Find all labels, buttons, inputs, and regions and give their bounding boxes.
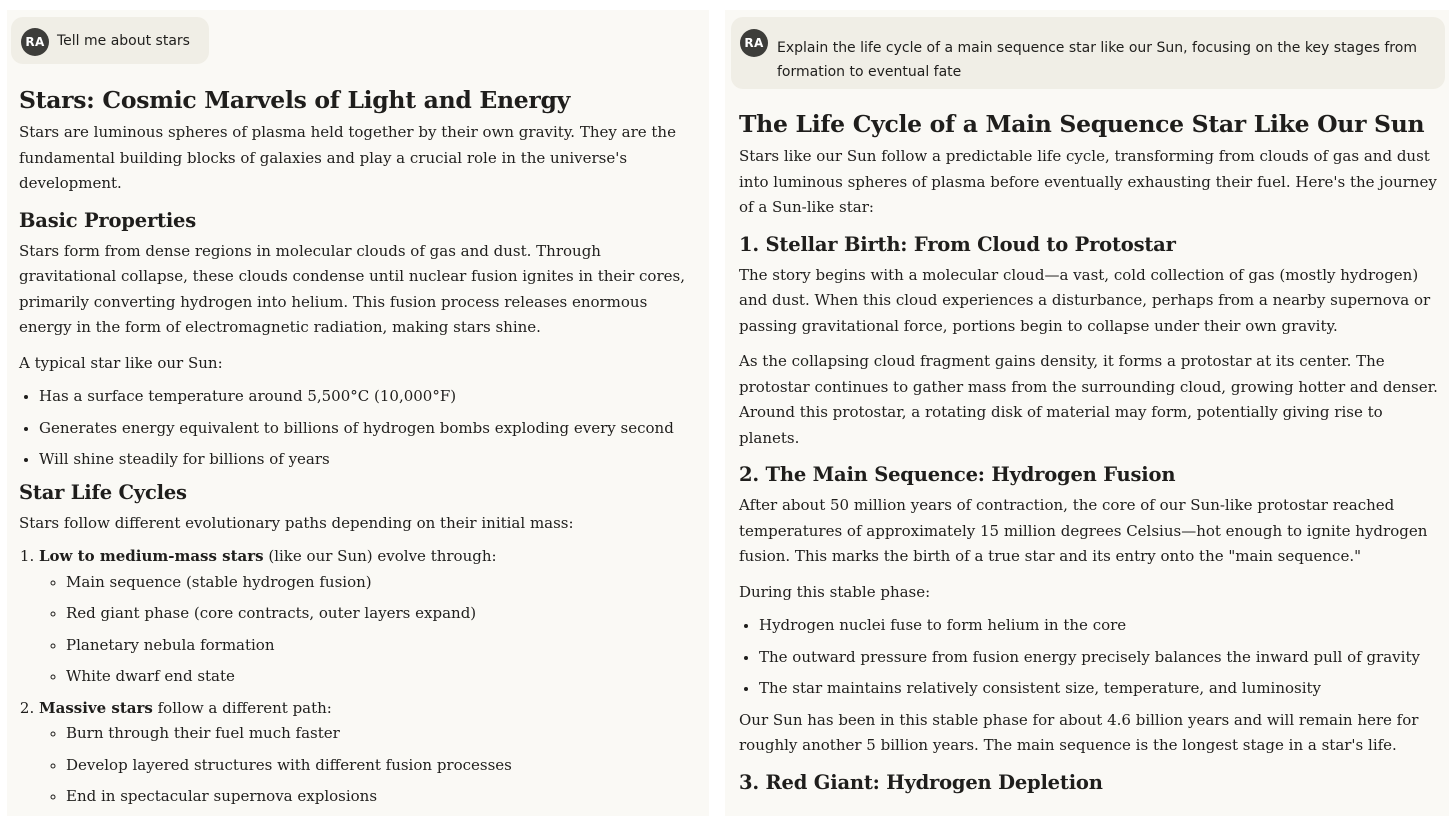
list-item: ◦ Burn through their fuel much faster — [66, 721, 699, 747]
list-item: • Will shine steadily for billions of years — [39, 447, 699, 473]
paragraph: As the collapsing cloud fragment gains density, it forms a protostar at its center. The protostar continues to gather mass from the surrounding cloud, growing hotter and denser. Around this protostar, a rotating disk of material may form, potentially giving rise to planets. — [739, 352, 1438, 447]
section-heading: Star Life Cycles — [19, 480, 187, 504]
section-heading: 3. Red Giant: Hydrogen Depletion — [739, 770, 1103, 794]
bullet-list — [739, 613, 1441, 702]
paragraph: Our Sun has been in this stable phase for about 4.6 billion years and will remain here for roughly another 5 billion years. The main sequence is the longest stage in a star's life. — [739, 710, 1419, 754]
list-item: • The outward pressure from fusion energy precisely balances the inward pull of gravity — [759, 645, 1441, 671]
user-message — [11, 17, 209, 64]
list-item: • Hydrogen nuclei fuse to form helium in the core — [759, 613, 1441, 639]
response-title: The Life Cycle of a Main Sequence Star Like Our Sun — [739, 110, 1425, 138]
avatar: RA — [21, 28, 49, 56]
paragraph: Stars form from dense regions in molecular clouds of gas and dust. Through gravitational collapse, these clouds condense until nuclear fusion ignites in their cores, primarily converting hydrogen into helium. This fusion process releases enormous energy in the form of electromagnetic radiation, making stars shine. — [19, 241, 685, 336]
numbered-list — [19, 544, 699, 810]
list-item — [39, 696, 699, 810]
list-item: • Has a surface temperature around 5,500°C (10,000°F) — [39, 384, 699, 410]
user-message — [731, 17, 1445, 89]
conversation-panel-left — [7, 10, 709, 816]
user-message-text: Explain the life cycle of a main sequence star like our Sun, focusing on the key stages from formation to eventual fate — [777, 40, 1417, 80]
conversation-panel-right — [725, 10, 1449, 816]
section-heading: 1. Stellar Birth: From Cloud to Protostar — [739, 232, 1176, 256]
list-item: ◦ Main sequence (stable hydrogen fusion) — [66, 570, 699, 596]
paragraph: Stars follow different evolutionary paths depending on their initial mass: — [19, 513, 574, 532]
sub-list — [39, 570, 699, 690]
sub-list — [39, 721, 699, 810]
section-heading: Basic Properties — [19, 208, 197, 232]
list-item: ◦ White dwarf end state — [66, 664, 699, 690]
list-item: ◦ Planetary nebula formation — [66, 633, 699, 659]
paragraph: The story begins with a molecular cloud—a vast, cold collection of gas (mostly hydrogen) and dust. When this cloud experiences a disturbance, perhaps from a nearby supernova or passing gravitational force, portions begin to collapse under their own gravity. — [739, 265, 1431, 335]
bullet-list — [19, 384, 699, 473]
user-message-text: Tell me about stars — [57, 33, 190, 49]
item-text: follow a different path: — [152, 698, 332, 717]
response-title: Stars: Cosmic Marvels of Light and Energy — [19, 86, 570, 114]
bold-text: Low to medium-mass stars — [39, 547, 264, 565]
list-item: • The star maintains relatively consistent size, temperature, and luminosity — [759, 676, 1441, 702]
list-item — [39, 544, 699, 690]
avatar: RA — [740, 29, 768, 57]
assistant-response — [19, 84, 699, 816]
paragraph: During this stable phase: — [739, 582, 931, 601]
list-item: ◦ End in spectacular supernova explosions — [66, 784, 699, 810]
section-heading: 2. The Main Sequence: Hydrogen Fusion — [739, 463, 1176, 486]
intro-paragraph: Stars like our Sun follow a predictable life cycle, transforming from clouds of gas and dust into luminous spheres of plasma before eventually exhausting their fuel. Here's the journey of a Sun-like star: — [739, 147, 1437, 216]
bold-text: Massive stars — [39, 698, 153, 717]
list-item: ◦ Red giant phase (core contracts, outer layers expand) — [66, 601, 699, 627]
list-item: • Generates energy equivalent to billions of hydrogen bombs exploding every second — [39, 416, 699, 442]
assistant-response — [739, 108, 1441, 801]
paragraph: A typical star like our Sun: — [19, 353, 223, 372]
list-item: ◦ Develop layered structures with different fusion processes — [66, 753, 699, 779]
paragraph: After about 50 million years of contraction, the core of our Sun-like protostar reached temperatures of approximately 15 million degrees Celsius—hot enough to ignite hydrogen fusion. This marks the birth of a true star and its entry onto the "main sequence." — [739, 496, 1428, 565]
item-text: (like our Sun) evolve through: — [263, 547, 497, 565]
intro-paragraph: Stars are luminous spheres of plasma held together by their own gravity. They are the fundamental building blocks of galaxies and play a crucial role in the universe's development. — [19, 123, 676, 192]
